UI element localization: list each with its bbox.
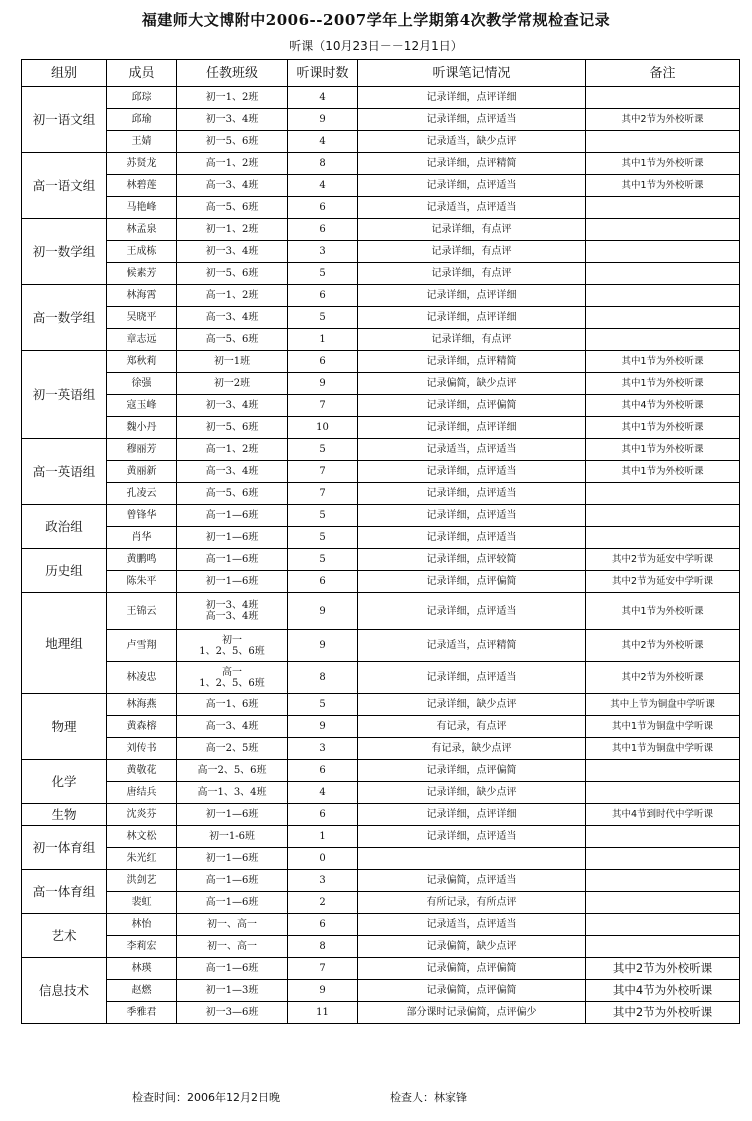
table-row	[22, 197, 740, 219]
table-header-row	[22, 60, 740, 87]
class-list: 高一1—6班	[177, 549, 288, 571]
member-name: 林凌忠	[107, 662, 177, 694]
table-row	[22, 630, 740, 662]
table-row	[22, 571, 740, 593]
group-name: 高一语文组	[22, 153, 107, 219]
class-list: 初一3、4班	[177, 241, 288, 263]
notes-status: 部分课时记录偏简，点评偏少	[358, 1002, 586, 1024]
lesson-hours: 7	[288, 958, 358, 980]
lesson-hours: 6	[288, 285, 358, 307]
member-name: 沈炎芬	[107, 804, 177, 826]
remark: 其中2节为外校听课	[586, 662, 740, 694]
notes-status: 记录详细，有点评	[358, 263, 586, 285]
table-row	[22, 285, 740, 307]
group-name: 化学	[22, 760, 107, 804]
member-name: 林瑛	[107, 958, 177, 980]
class-line: 初一	[222, 634, 242, 646]
lesson-hours: 5	[288, 263, 358, 285]
member-name: 吴晓平	[107, 307, 177, 329]
class-list: 初一1—6班	[177, 571, 288, 593]
member-name: 洪剑艺	[107, 870, 177, 892]
notes-status: 记录详细，点评偏简	[358, 395, 586, 417]
class-line: 高一	[222, 666, 242, 678]
notes-status: 记录详细，点评适当	[358, 593, 586, 630]
member-name: 穆丽芳	[107, 439, 177, 461]
class-list: 高一1—6班	[177, 892, 288, 914]
notes-status: 记录详细，缺少点评	[358, 694, 586, 716]
table-row	[22, 131, 740, 153]
notes-status: 记录详细，有点评	[358, 329, 586, 351]
member-name: 林怡	[107, 914, 177, 936]
notes-status: 记录偏简，点评适当	[358, 870, 586, 892]
lesson-hours: 2	[288, 892, 358, 914]
group-name: 初一英语组	[22, 351, 107, 439]
class-list: 初一3—6班	[177, 1002, 288, 1024]
document-subtitle: 听课（10月23日－－12月1日）	[289, 39, 463, 53]
member-name: 卢雪翔	[107, 630, 177, 662]
lesson-hours: 9	[288, 593, 358, 630]
class-list: 初一1—6班	[177, 804, 288, 826]
member-name: 黄鹏鸣	[107, 549, 177, 571]
notes-status: 记录详细，点评适当	[358, 527, 586, 549]
class-list: 高一1、2班	[177, 439, 288, 461]
group-name: 信息技术	[22, 958, 107, 1024]
remark	[586, 219, 740, 241]
remark: 其中1节为外校听课	[586, 593, 740, 630]
remark: 其中4节到时代中学听课	[586, 804, 740, 826]
table-row	[22, 716, 740, 738]
remark: 其中1节为铜盘中学听课	[586, 738, 740, 760]
table-row	[22, 241, 740, 263]
remark	[586, 914, 740, 936]
notes-status: 记录详细，点评精简	[358, 351, 586, 373]
notes-status: 记录适当，点评精简	[358, 630, 586, 662]
lesson-hours: 7	[288, 483, 358, 505]
group-name: 高一英语组	[22, 439, 107, 505]
notes-status: 有所记录，有所点评	[358, 892, 586, 914]
member-name: 寇玉峰	[107, 395, 177, 417]
lesson-hours: 4	[288, 782, 358, 804]
lesson-hours: 5	[288, 694, 358, 716]
lesson-hours: 6	[288, 351, 358, 373]
lesson-hours: 11	[288, 1002, 358, 1024]
member-name: 林海燕	[107, 694, 177, 716]
notes-status: 记录详细，点评较简	[358, 549, 586, 571]
class-list	[177, 630, 288, 662]
remark: 其中4节为外校听课	[586, 395, 740, 417]
class-list: 高一1—6班	[177, 505, 288, 527]
notes-status: 记录详细，点评适当	[358, 505, 586, 527]
notes-status: 记录适当，点评适当	[358, 439, 586, 461]
lesson-hours: 5	[288, 439, 358, 461]
notes-status: 记录详细，缺少点评	[358, 782, 586, 804]
class-list: 高一5、6班	[177, 329, 288, 351]
inspector: 检查人：林家锋	[390, 1091, 467, 1104]
class-list: 初一、高一	[177, 914, 288, 936]
table-row	[22, 263, 740, 285]
member-name: 黄森榕	[107, 716, 177, 738]
member-name: 候素芳	[107, 263, 177, 285]
remark	[586, 307, 740, 329]
group-name: 物理	[22, 694, 107, 760]
header-notes: 听课笔记情况	[358, 60, 586, 87]
table-row	[22, 826, 740, 848]
member-name: 王婧	[107, 131, 177, 153]
remark: 其中2节为延安中学听课	[586, 571, 740, 593]
class-list: 高一1、2班	[177, 285, 288, 307]
lesson-hours: 5	[288, 307, 358, 329]
remark: 其中2节为外校听课	[586, 958, 740, 980]
table-row	[22, 351, 740, 373]
notes-status: 记录适当，点评适当	[358, 197, 586, 219]
table-row	[22, 980, 740, 1002]
group-name: 高一体育组	[22, 870, 107, 914]
table-row	[22, 760, 740, 782]
lesson-hours: 10	[288, 417, 358, 439]
table-row	[22, 373, 740, 395]
table-row	[22, 219, 740, 241]
group-name: 地理组	[22, 593, 107, 694]
table-row	[22, 483, 740, 505]
notes-status: 记录详细，点评详细	[358, 285, 586, 307]
table-row	[22, 892, 740, 914]
class-list: 高一1—6班	[177, 870, 288, 892]
header-remark: 备注	[586, 60, 740, 87]
group-name: 初一数学组	[22, 219, 107, 285]
table-row	[22, 505, 740, 527]
notes-status: 记录详细，有点评	[358, 219, 586, 241]
remark: 其中1节为外校听课	[586, 153, 740, 175]
lesson-hours: 8	[288, 153, 358, 175]
table-row	[22, 782, 740, 804]
lesson-hours: 6	[288, 914, 358, 936]
remark	[586, 936, 740, 958]
member-name: 章志远	[107, 329, 177, 351]
member-name: 肖华	[107, 527, 177, 549]
class-list: 初一5、6班	[177, 417, 288, 439]
table-row	[22, 109, 740, 131]
class-list: 高一3、4班	[177, 461, 288, 483]
notes-status: 记录详细，点评详细	[358, 87, 586, 109]
notes-status: 记录详细，点评偏简	[358, 760, 586, 782]
group-name: 历史组	[22, 549, 107, 593]
inspection-table	[21, 59, 740, 1024]
member-name: 苏贤龙	[107, 153, 177, 175]
remark	[586, 483, 740, 505]
table-row	[22, 395, 740, 417]
member-name: 黄敬花	[107, 760, 177, 782]
group-name: 初一体育组	[22, 826, 107, 870]
table-row	[22, 1002, 740, 1024]
remark: 其中1节为外校听课	[586, 417, 740, 439]
lesson-hours: 1	[288, 826, 358, 848]
class-list: 高一2、5班	[177, 738, 288, 760]
class-list: 初一1、2班	[177, 219, 288, 241]
notes-status: 记录偏简，点评偏简	[358, 958, 586, 980]
group-name: 生物	[22, 804, 107, 826]
remark	[586, 782, 740, 804]
lesson-hours: 3	[288, 241, 358, 263]
class-list: 初一1—3班	[177, 980, 288, 1002]
lesson-hours: 1	[288, 329, 358, 351]
class-list: 初一3、4班	[177, 395, 288, 417]
member-name: 林海霄	[107, 285, 177, 307]
member-name: 郑秋莉	[107, 351, 177, 373]
remark: 其中1节为外校听课	[586, 461, 740, 483]
notes-status: 有记录，有点评	[358, 716, 586, 738]
member-name: 王锦云	[107, 593, 177, 630]
class-list: 初一、高一	[177, 936, 288, 958]
lesson-hours: 6	[288, 804, 358, 826]
remark: 其中4节为外校听课	[586, 980, 740, 1002]
notes-status: 记录详细，点评适当	[358, 826, 586, 848]
member-name: 魏小丹	[107, 417, 177, 439]
inspection-time: 检查时间：2006年12月2日晚	[132, 1091, 280, 1104]
class-list: 初一1-6班	[177, 826, 288, 848]
lesson-hours: 8	[288, 662, 358, 694]
class-list: 高一1、3、4班	[177, 782, 288, 804]
group-name: 艺术	[22, 914, 107, 958]
table-row	[22, 848, 740, 870]
class-line: 1、2、5、6班	[199, 677, 265, 689]
table-row	[22, 738, 740, 760]
member-name: 季雅君	[107, 1002, 177, 1024]
header-hours: 听课时数	[288, 60, 358, 87]
class-list: 初一3、4班	[177, 109, 288, 131]
member-name: 徐强	[107, 373, 177, 395]
class-list: 高一2、5、6班	[177, 760, 288, 782]
class-list: 高一3、4班	[177, 716, 288, 738]
notes-status: 记录详细，点评适当	[358, 483, 586, 505]
lesson-hours: 6	[288, 760, 358, 782]
lesson-hours: 5	[288, 549, 358, 571]
remark: 其中1节为外校听课	[586, 175, 740, 197]
notes-status: 记录详细，点评精简	[358, 153, 586, 175]
notes-status: 记录偏简，点评偏简	[358, 980, 586, 1002]
class-line: 初一3、4班	[205, 600, 259, 611]
remark	[586, 131, 740, 153]
remark: 其中1节为外校听课	[586, 351, 740, 373]
remark	[586, 263, 740, 285]
notes-status: 记录详细，点评适当	[358, 109, 586, 131]
member-name: 邱瑜	[107, 109, 177, 131]
notes-status: 记录详细，点评适当	[358, 175, 586, 197]
notes-status: 记录详细，点评适当	[358, 461, 586, 483]
class-list	[177, 593, 288, 630]
lesson-hours: 9	[288, 109, 358, 131]
table-row	[22, 461, 740, 483]
lesson-hours: 6	[288, 197, 358, 219]
remark	[586, 505, 740, 527]
lesson-hours: 0	[288, 848, 358, 870]
member-name: 唐结兵	[107, 782, 177, 804]
remark	[586, 285, 740, 307]
member-name: 朱光红	[107, 848, 177, 870]
table-row	[22, 936, 740, 958]
header-classes: 任教班级	[177, 60, 288, 87]
remark	[586, 848, 740, 870]
member-name: 黄丽新	[107, 461, 177, 483]
notes-status: 记录详细，有点评	[358, 241, 586, 263]
notes-status: 记录详细，点评偏简	[358, 571, 586, 593]
remark: 其中2节为外校听课	[586, 1002, 740, 1024]
lesson-hours: 9	[288, 630, 358, 662]
notes-status: 记录详细，点评详细	[358, 307, 586, 329]
remark	[586, 760, 740, 782]
class-list: 初一5、6班	[177, 263, 288, 285]
lesson-hours: 8	[288, 936, 358, 958]
class-line: 高一3、4班	[205, 611, 259, 622]
notes-status	[358, 848, 586, 870]
class-list: 初一2班	[177, 373, 288, 395]
lesson-hours: 4	[288, 87, 358, 109]
class-list: 初一1、2班	[177, 87, 288, 109]
class-list: 初一1班	[177, 351, 288, 373]
lesson-hours: 7	[288, 395, 358, 417]
class-line: 1、2、5、6班	[199, 645, 265, 657]
table-row	[22, 870, 740, 892]
group-name: 初一语文组	[22, 87, 107, 153]
lesson-hours: 4	[288, 175, 358, 197]
member-name: 曾锋华	[107, 505, 177, 527]
lesson-hours: 7	[288, 461, 358, 483]
remark: 其中1节为外校听课	[586, 439, 740, 461]
table-row	[22, 527, 740, 549]
notes-status: 记录适当，点评适当	[358, 914, 586, 936]
class-list: 高一1、6班	[177, 694, 288, 716]
table-row	[22, 153, 740, 175]
table-row	[22, 914, 740, 936]
member-name: 林孟泉	[107, 219, 177, 241]
class-list: 初一1—6班	[177, 527, 288, 549]
member-name: 马艳峰	[107, 197, 177, 219]
table-row	[22, 87, 740, 109]
lesson-hours: 6	[288, 571, 358, 593]
lesson-hours: 5	[288, 527, 358, 549]
table-row	[22, 804, 740, 826]
table-body	[22, 87, 740, 1024]
table-row	[22, 329, 740, 351]
table-row	[22, 307, 740, 329]
remark	[586, 329, 740, 351]
remark: 其中1节为铜盘中学听课	[586, 716, 740, 738]
lesson-hours: 3	[288, 738, 358, 760]
table-row	[22, 662, 740, 694]
remark	[586, 527, 740, 549]
member-name: 陈朱平	[107, 571, 177, 593]
member-name: 赵燃	[107, 980, 177, 1002]
table-row	[22, 958, 740, 980]
class-list	[177, 662, 288, 694]
remark	[586, 241, 740, 263]
table-row	[22, 175, 740, 197]
class-list: 高一1—6班	[177, 958, 288, 980]
table-row	[22, 593, 740, 630]
class-list: 初一5、6班	[177, 131, 288, 153]
member-name: 林碧莲	[107, 175, 177, 197]
notes-status: 记录适当，缺少点评	[358, 131, 586, 153]
remark: 其中上节为铜盘中学听课	[586, 694, 740, 716]
remark: 其中2节为外校听课	[586, 630, 740, 662]
class-list: 高一3、4班	[177, 175, 288, 197]
table-row	[22, 694, 740, 716]
lesson-hours: 5	[288, 505, 358, 527]
class-list: 高一3、4班	[177, 307, 288, 329]
remark	[586, 87, 740, 109]
remark	[586, 197, 740, 219]
lesson-hours: 9	[288, 980, 358, 1002]
lesson-hours: 6	[288, 219, 358, 241]
member-name: 邱琮	[107, 87, 177, 109]
member-name: 孔凌云	[107, 483, 177, 505]
lesson-hours: 3	[288, 870, 358, 892]
lesson-hours: 9	[288, 716, 358, 738]
lesson-hours: 4	[288, 131, 358, 153]
member-name: 林文松	[107, 826, 177, 848]
member-name: 裴虹	[107, 892, 177, 914]
member-name: 王成栋	[107, 241, 177, 263]
remark	[586, 892, 740, 914]
document-title: 福建师大文博附中2006--2007学年上学期第4次教学常规检查记录	[141, 11, 611, 29]
remark: 其中1节为外校听课	[586, 373, 740, 395]
remark: 其中2节为外校听课	[586, 109, 740, 131]
remark: 其中2节为延安中学听课	[586, 549, 740, 571]
notes-status: 记录详细，点评详细	[358, 417, 586, 439]
class-list: 初一1—6班	[177, 848, 288, 870]
table-row	[22, 549, 740, 571]
group-name: 高一数学组	[22, 285, 107, 351]
class-list: 高一5、6班	[177, 197, 288, 219]
group-name: 政治组	[22, 505, 107, 549]
notes-status: 记录偏简，缺少点评	[358, 936, 586, 958]
class-list: 高一5、6班	[177, 483, 288, 505]
notes-status: 记录偏简，缺少点评	[358, 373, 586, 395]
remark	[586, 826, 740, 848]
member-name: 李莉宏	[107, 936, 177, 958]
table-row	[22, 417, 740, 439]
remark	[586, 870, 740, 892]
notes-status: 记录详细，点评适当	[358, 662, 586, 694]
lesson-hours: 9	[288, 373, 358, 395]
table-row	[22, 439, 740, 461]
notes-status: 记录详细，点评详细	[358, 804, 586, 826]
class-list: 高一1、2班	[177, 153, 288, 175]
header-member: 成员	[107, 60, 177, 87]
notes-status: 有记录，缺少点评	[358, 738, 586, 760]
member-name: 刘传书	[107, 738, 177, 760]
header-group: 组别	[22, 60, 107, 87]
